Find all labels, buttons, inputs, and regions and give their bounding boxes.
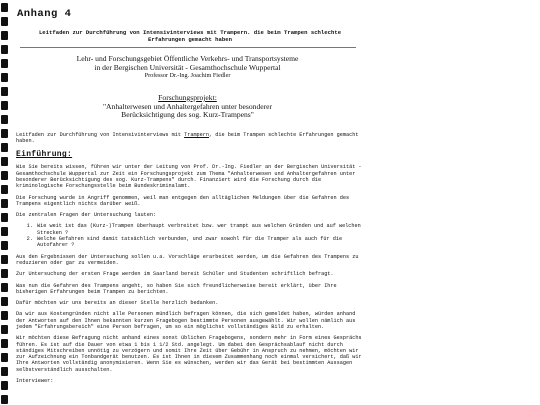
paragraph: Die zentralen Fragen der Untersuchung lauten: [16,212,157,219]
intro-paragraph [16,132,366,145]
intro-text-after: , die beim Trampen schlechte Erfahrungen gemacht haben. [16,131,359,145]
project-block [15,94,360,120]
paragraph: Aus den Ergebnissen der Untersuchung sollen u.a. Vorschläge erarbeitet werden, um die Gefahren des Trampens zu reduzieren oder gar zu vermeiden. [16,253,359,266]
project-title-line-1: "Anhalterwesen und Anhaltergefahren unter besonderer [102,101,273,111]
project-label: Forschungsprojekt: [158,92,217,102]
paragraph: Zur Untersuchung der ersten Frage werden im Saarland bereit Schüler und Studenten schriftlich befragt. [16,271,334,278]
institution-line-2: in der Bergischen Universität - Gesamthochschule Wuppertal [94,62,281,72]
professor-name: Professor Dr.-Ing. Joachim Fiedler [144,72,231,80]
divider-line [20,47,356,48]
research-questions-list [16,223,366,248]
body-text [16,164,366,384]
institution-block [15,55,360,81]
intro-underlined-word: Trampern [184,131,210,138]
paragraph: Die Forschung wurde in Angriff genommen, weil man entgegen den alltäglichen Meldungen über die Gefahren des Trampens eigentlich nichts darüber weiß. [16,194,350,207]
list-item: 2. Welche Gefahren sind damit tatsächlich verbunden, und zwar sowohl für die Tramper als auch für die Autofahrer ? [36,236,366,249]
paragraph: Was nun die Gefahren des Trampens angeht, so haben Sie sich freundlicherweise bereit erklärt, über Ihre bisherigen Erfahrungen beim Trampen zu berichten. [16,282,337,295]
document-subtitle: Leitfaden zur Durchführung von Intensivinterviews mit Trampern. die beim Trampen schlechte Erfahrungen gemacht haben [38,29,342,43]
spiral-binding [0,0,9,405]
paragraph: Da wir aus Kostengründen nicht alle Personen mündlich befragen können, die sich gemeldet haben, würden anhand der Antworten auf den Ihnen bekannten kurzen Fragebogen bestimmte Personen ausgewählt. Wir wollen nämlich aus jedem "Erfahrungsbereich" eine Person befragen, um so ein möglichst vollständiges Bild zu erhalten. [16,311,356,330]
paragraph: Interviewer: [16,378,54,385]
institution-line-1: Lehr- und Forschungsgebiet Öffentliche Verkehrs- und Transportsysteme [76,54,299,64]
intro-text-before: Leitfaden zur Durchführung von Intensivinterviews mit [16,131,185,138]
section-heading: Einführung: [16,150,73,160]
list-item: 1. Wie weit ist das (Kurz-)Trampen überhaupt verbreitet bzw. wer trampt aus welchen Gründen und auf welchen Strecken ? [36,223,366,236]
paragraph: Wie Sie bereits wissen, führen wir unter der Leitung von Prof. Dr.-Ing. Fiedler an der Bergischen Universität - Gesamthochschule Wuppertal zur Zeit ein Forschungsprojekt zum Thema "Anhalterwesen und Anhaltergefahren unter besonderer Berücksichtigung des sog. Kurz-Trampens" durch. Finanziert wird die Forschung durch die kriminologische Forschungsstelle beim Bundeskriminalamt. [16,164,362,190]
page-heading: Anhang 4 [17,8,72,20]
document-page [15,5,535,389]
project-title-line-2: Berücksichtigung des sog. Kurz-Trampens" [121,110,254,120]
paragraph: Dafür möchten wir uns bereits an dieser Stelle herzlich bedanken. [16,300,219,307]
paragraph: Wir möchten diese Befragung nicht anhand eines sonst üblichen Fragebogens, sondern mehr in Form eines Gesprächs führen. Es ist auf die Dauer von etwa 1 bis 1 1/2 Std. angelegt. Um dabei den Gesprächsablauf nicht durch ständiges Mitschreiben unnötig zu verzögern und somit Ihre Zeit über Gebühr in Anspruch zu nehmen, möchten wir zur Aufzeichnung ein Tonbandgerät benutzen. Es ist Ihnen in diesem Zusammenhang noch einmal versichert, daß wir Ihre Antworten vollständig anonymisieren. Wenn Sie es wünschen, werden wir das Gerät bei bestimmten Aussagen selbstverständlich ausschalten. [16,335,362,373]
